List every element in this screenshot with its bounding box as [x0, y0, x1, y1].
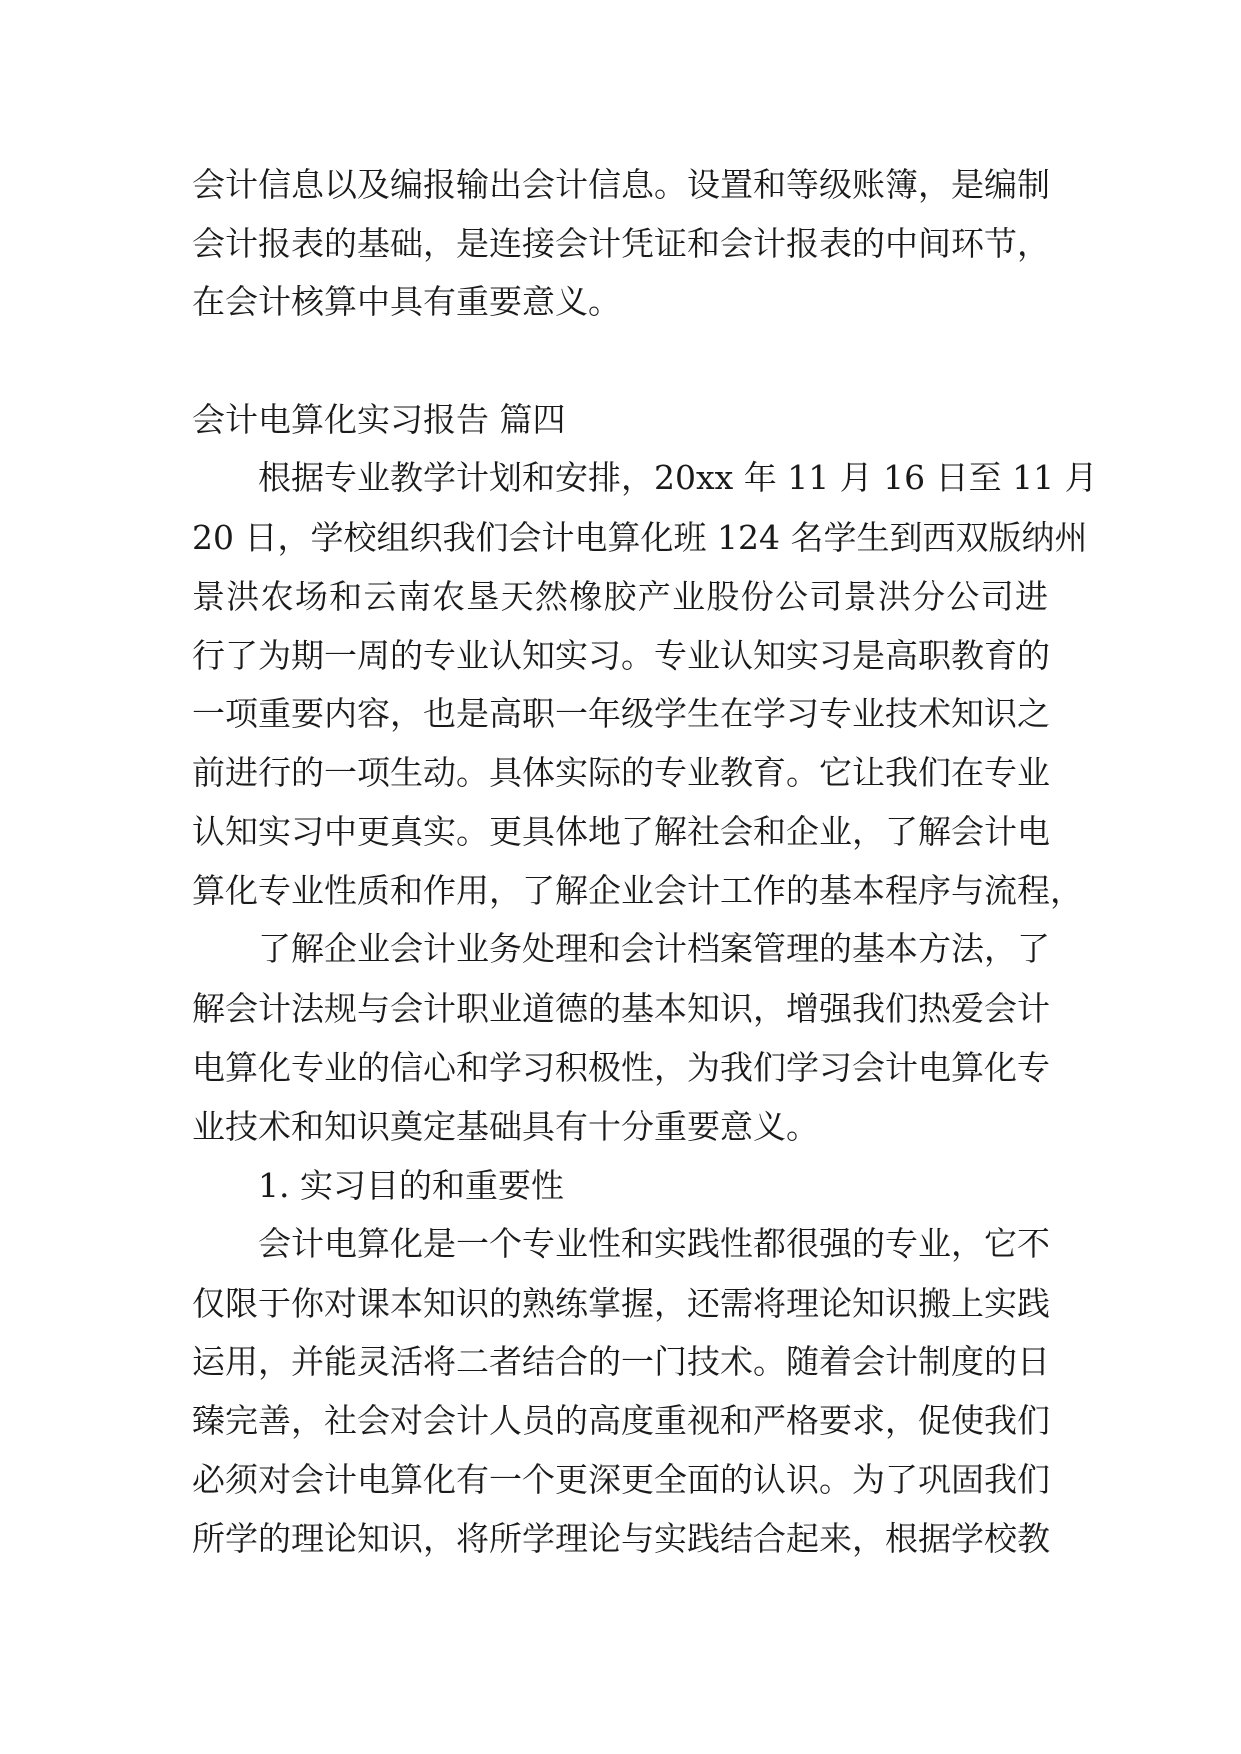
paragraph-line: 解会计法规与会计职业道德的基本知识，增强我们热爱会计	[192, 989, 1050, 1028]
paragraph-line: 会计信息以及编报输出会计信息。设置和等级账簿，是编制	[192, 165, 1050, 204]
paragraph-line: 业技术和知识奠定基础具有十分重要意义。	[192, 1107, 819, 1146]
subsection-heading: 1. 实习目的和重要性	[258, 1166, 564, 1205]
paragraph-line: 根据专业教学计划和安排，20xx 年 11 月 16 日至 11 月	[258, 458, 1098, 497]
paragraph-line: 会计电算化是一个专业性和实践性都很强的专业，它不	[258, 1224, 1050, 1263]
paragraph-line: 必须对会计电算化有一个更深更全面的认识。为了巩固我们	[192, 1460, 1050, 1499]
paragraph-line: 运用，并能灵活将二者结合的一门技术。随着会计制度的日	[192, 1342, 1050, 1381]
paragraph-line: 前进行的一项生动。具体实际的专业教育。它让我们在专业	[192, 753, 1050, 792]
paragraph-line: 会计报表的基础，是连接会计凭证和会计报表的中间环节，	[192, 224, 1050, 263]
paragraph-line: 臻完善，社会对会计人员的高度重视和严格要求，促使我们	[192, 1401, 1050, 1440]
paragraph-line: 行了为期一周的专业认知实习。专业认知实习是高职教育的	[192, 636, 1050, 675]
paragraph-line: 认知实习中更真实。更具体地了解社会和企业，了解会计电	[192, 812, 1050, 851]
paragraph-line: 算化专业性质和作用，了解企业会计工作的基本程序与流程，	[192, 871, 1083, 910]
paragraph-line: 在会计核算中具有重要意义。	[192, 282, 621, 321]
paragraph-line: 一项重要内容，也是高职一年级学生在学习专业技术知识之	[192, 694, 1050, 733]
paragraph-line: 了解企业会计业务处理和会计档案管理的基本方法，了	[258, 929, 1050, 968]
paragraph-line: 所学的理论知识，将所学理论与实践结合起来，根据学校教	[192, 1519, 1050, 1558]
paragraph-line: 电算化专业的信心和学习积极性，为我们学习会计电算化专	[192, 1048, 1050, 1087]
paragraph-line: 仅限于你对课本知识的熟练掌握，还需将理论知识搬上实践	[192, 1284, 1050, 1323]
paragraph-line: 20 日，学校组织我们会计电算化班 124 名学生到西双版纳州	[192, 518, 1088, 557]
section-heading: 会计电算化实习报告 篇四	[192, 400, 566, 439]
paragraph-line: 景洪农场和云南农垦天然橡胶产业股份公司景洪分公司进	[192, 577, 1048, 616]
